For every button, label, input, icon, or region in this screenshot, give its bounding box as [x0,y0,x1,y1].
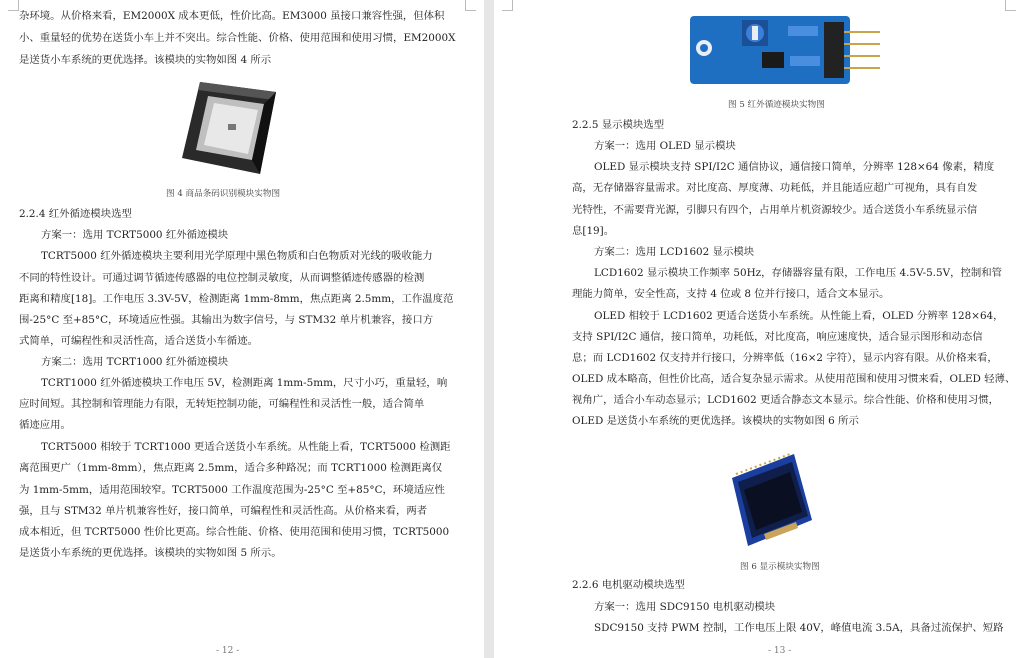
plan-title: 方案二：选用 TCRT1000 红外循迹模块 [41,356,229,368]
body-line: TCRT1000 红外循迹模块工作电压 5V，检测距离 1mm-5mm，尺寸小巧，重量轻，响 [41,377,448,389]
ir-tracking-module-image [688,12,884,88]
oled-module-image [724,450,814,550]
body-line: 是送货小车系统的更优选择。该模块的实物如图 4 所示 [19,54,272,66]
body-line: 杂环境。从价格来看，EM2000X 成本更低，性价比高。EM3000 虽接口兼容性强，但体积 [19,10,445,22]
page-number: - 13 - [768,646,792,656]
right-page [494,0,1024,658]
body-line: SDC9150 支持 PWM 控制，工作电压上限 40V，峰值电流 3.5A，具备过流保护、短路 [594,622,1004,634]
figure-caption: 图 4 商品条码识别模块实物图 [166,189,281,199]
body-line: 为 1mm-5mm，适用范围较窄。TCRT5000 工作温度范围为-25°C 至+85°C，环境适应性 [19,484,445,496]
figure-caption: 图 6 显示模块实物图 [740,562,820,572]
section-heading: 2.2.5 显示模块选型 [572,119,665,131]
crop-mark [1005,0,1016,11]
left-page [0,0,484,658]
plan-title: 方案一：选用 OLED 显示模块 [594,140,736,152]
figure-caption: 图 5 红外循迹模块实物图 [728,100,825,110]
page-gutter [484,0,494,658]
body-line: 支持 SPI/I2C 通信，接口简单，功耗低，对比度高，响应速度快，适合显示图形和动态信 [572,331,983,343]
body-line: TCRT5000 红外循迹模块主要利用光学原理中黑色物质和白色物质对光线的吸收能力 [41,250,433,262]
crop-mark [465,0,476,11]
body-line: 强，且与 STM32 单片机兼容性好，接口简单，可编程性和灵活性高。从价格来看，两者 [19,505,428,517]
body-line: 息；而 LCD1602 仅支持并行接口，分辨率低（16×2 字符），显示内容有限。从价格来看， [572,352,998,364]
plan-title: 方案一：选用 SDC9150 电机驱动模块 [594,601,776,613]
body-line: LCD1602 显示模块工作频率 50Hz，存储器容量有限，工作电压 4.5V-5.5V，控制和管 [594,267,1003,279]
page-number: - 12 - [216,646,240,656]
body-line: 成本相近，但 TCRT5000 性价比更高。综合性能、价格、使用范围和使用习惯，TCRT5000 [19,526,450,538]
plan-title: 方案一：选用 TCRT5000 红外循迹模块 [41,229,229,241]
body-line: 是送货小车系统的更优选择。该模块的实物如图 5 所示。 [19,547,282,559]
body-line: 应时间短。其控制和管理能力有限，无转矩控制功能，可编程性和灵活性一般，适合简单 [19,398,425,410]
barcode-scanner-image [178,78,278,180]
body-line: 息[19]。 [572,225,615,237]
body-line: 小、重量轻的优势在送货小车上并不突出。综合性能、价格、使用范围和使用习惯，EM2000X [19,32,456,44]
body-line: 光特性，不需要背光源，引脚只有四个，占用单片机资源较少。适合送货小车系统显示信 [572,204,978,216]
body-line: 高，无存储器容量需求。对比度高、厚度薄、功耗低，并且能适应超广可视角，具有自发 [572,182,978,194]
body-line: 不同的特性设计。可通过调节循迹传感器的电位控制灵敏度，从而调整循迹传感器的检测 [19,272,425,284]
crop-mark [8,0,19,11]
body-line: OLED 相较于 LCD1602 更适合送货小车系统。从性能上看，OLED 分辨率 128×64， [594,310,1004,322]
body-line: OLED 是送货小车系统的更优选择。该模块的实物如图 6 所示 [572,415,859,427]
plan-title: 方案二：选用 LCD1602 显示模块 [594,246,755,258]
body-line: 视角广，适合小车动态显示；LCD1602 更适合静态文本显示。综合性能、价格和使用习惯， [572,394,999,406]
body-line: OLED 显示模块支持 SPI/I2C 通信协议，通信接口简单，分辨率 128×64 像素，精度 [594,161,995,173]
body-line: OLED 成本略高，但性价比高，适合复杂显示需求。从使用范围和使用习惯来看，OLED 轻薄、 [572,373,1016,385]
body-line: 循迹应用。 [19,419,71,431]
body-line: 距离和精度[18]。工作电压 3.3V-5V，检测距离 1mm-8mm，焦点距离 2.5mm，工作温度范 [19,293,454,305]
section-heading: 2.2.4 红外循迹模块选型 [19,208,132,220]
body-line: TCRT5000 相较于 TCRT1000 更适合送货小车系统。从性能上看，TCRT5000 检测距 [41,441,451,453]
body-line: 理能力简单，安全性高，支持 4 位或 8 位并行接口，适合文本显示。 [572,288,890,300]
section-heading: 2.2.6 电机驱动模块选型 [572,579,685,591]
body-line: 式简单，可编程性和灵活性高，适合送货小车循迹。 [19,335,258,347]
body-line: 围-25°C 至+85°C，环境适应性强。其输出为数字信号，与 STM32 单片机兼容，接口方 [19,314,434,326]
body-line: 离范围更广（1mm-8mm），焦点距离 2.5mm，适合多种路况；而 TCRT1000 检测距离仅 [19,462,443,474]
crop-mark [502,0,513,11]
